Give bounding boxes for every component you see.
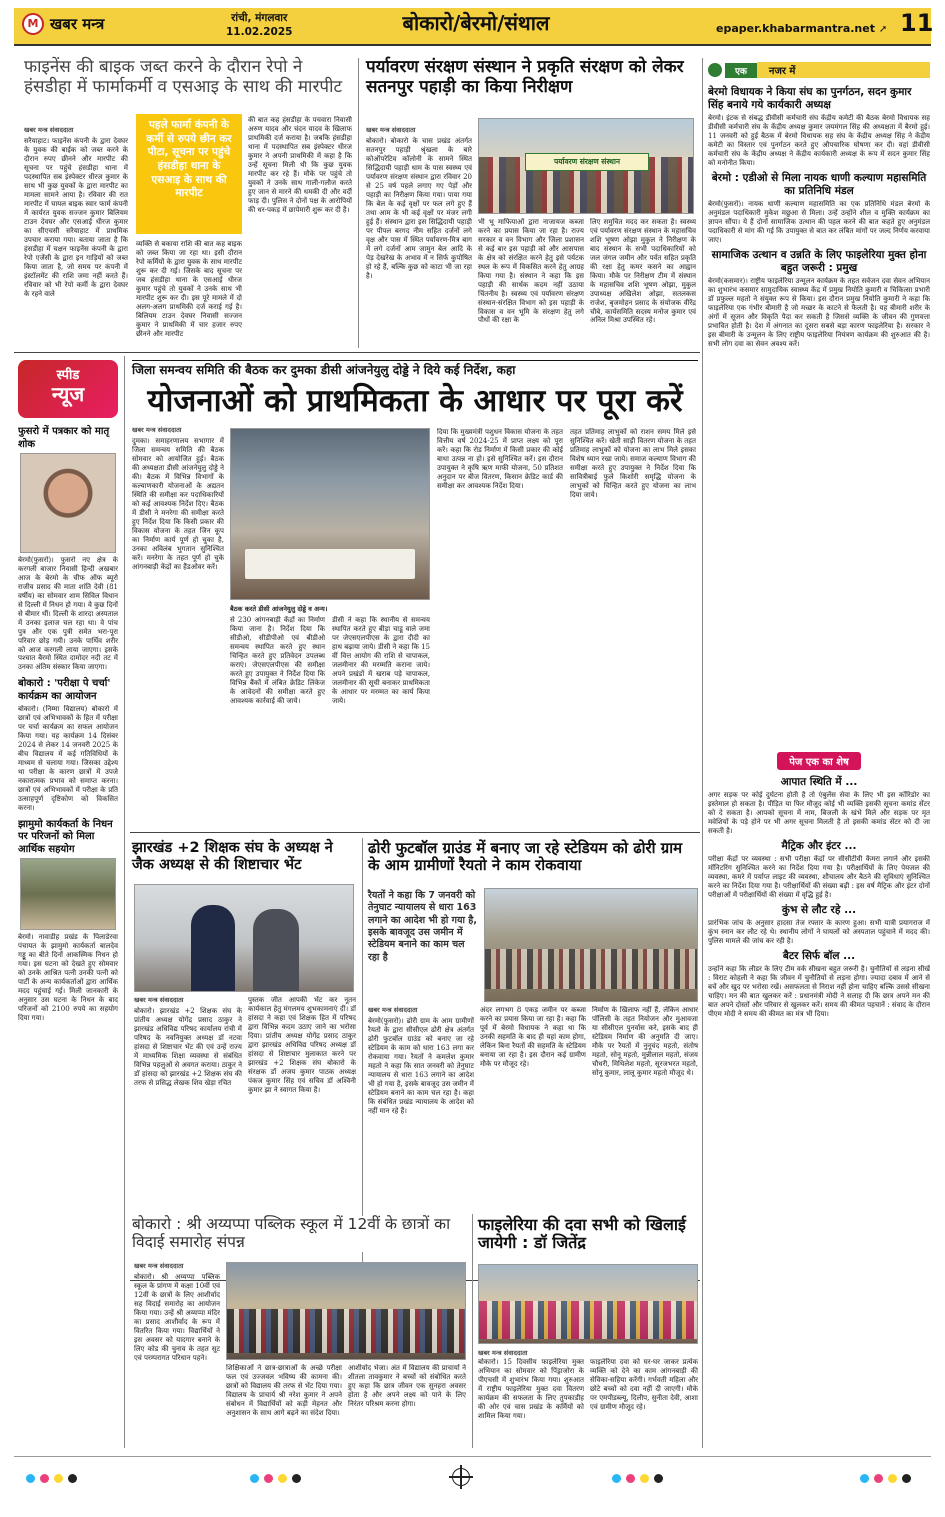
website-url[interactable]: epaper.khabarmantra.net ➚ bbox=[716, 22, 888, 35]
magenta-mark bbox=[626, 1474, 635, 1483]
story3-col2: से 230 आंगनबाड़ी केंद्रों का निर्माण किया जाना है। निर्देश दिया कि सीडीओ, सीडीपीओ एवं बीडीओ समन्वय स्थापित करते हुए स्थान चिन्हित करते हुए प्रतिवेदन उपलब्ध कराएं। जेएसएलपीएस की समीक्षा करते हुए उपायुक्त ने निर्देश दिया कि विभिन्न बैंकों में लंबित क्रेडिट लिंकेज के आवेदनों की समीक्षा करते हुए आवश्यक कार्रवाई की जाये। bbox=[230, 616, 325, 705]
cyan-mark bbox=[860, 1474, 869, 1483]
story1-headline: फाइनेंस की बाइक जब्त करने के दौरान रेपो ने हंसडीहा में फार्माकर्मी व एसआइ के साथ की मारपीट bbox=[24, 57, 343, 97]
divider bbox=[358, 58, 359, 348]
story7-headline: फाइलेरिया की दवा सभी को खिलाई जायेगी : डॉ जितेंद्र bbox=[478, 1216, 698, 1253]
sidebar-item-text: बेरमो। इंटक से संबद्ध डीवीसी कर्मचारी संघ केंद्रीय कमेटी की बैठक बेरमो विधायक सह डीवीसी कर्मचारी संघ के केंद्रीय अध्यक्ष कुमार जयमंगल सिंह की अध्यक्षता में बैरमो हुई। 11 जनवरी को हुई बैठक में बेरमो विधायक सह संघ के केंद्रीय अध्यक्ष सिंह ने केंद्रीय कमेटी का विस्तार एवं पुनर्गठन करते हुए औपचारिक घोषणा कर दी। वहां डीवीसी कर्मचारी संघ के केंद्रीय अध्यक्ष ने केंद्रीय कार्यकारी अध्यक्ष के रूप में सदन कुमार सिंह को मनोनीत किया। bbox=[708, 114, 930, 168]
sidebar-list bbox=[708, 82, 930, 740]
black-mark bbox=[654, 1474, 663, 1483]
sidebar-kicker-label: एक bbox=[725, 63, 757, 78]
speed-news-logo-top: स्पीड bbox=[56, 368, 80, 383]
story3-col3: डीसी ने कहा कि स्थानीय से समन्वय स्थापित करते हुए बीड़ा चाडू वाले जमा पर जेएसएलपीएस के द्वारा दीदी का हाथ बढ़ाया जाये। डीसी ने कहा कि 15 वीं वित्त आयोग की राशि से चापाकल, जलमीनार की मरम्मति कराना जाये। अपने प्रखंडों में खराब पड़े चापाकल, जलमीनार की सूची बनाकर प्राथमिकता के आधार पर मरम्मत का कार्य किया जाये। bbox=[332, 616, 430, 705]
divider bbox=[472, 1214, 473, 1448]
story6-col3: आशीर्वाद भेजा। अंत में विद्यालय की प्राचार्या ने शीतला तावकुमार ने बच्चों को संबोधित करते हुए कहा कि छात्र जीवन एक सुनहरा अवसर होता है और अपने लक्ष्य को पाने के लिए निरंतर परिश्रम करना होगा। bbox=[348, 1364, 466, 1408]
story7-col1: बोकारो। 15 दिवसीय फाइलेरिया मुक्त अभियान का सोमवार को पिंड्राजोरा के पीएचसी में शुभारंभ किया गया। शुरुआत में राष्ट्रीय फाइलेरिया मुक्त दवा वितरण कार्यक्रम की सफलता के लिए तुपकाडीह की ओर एवं चास प्रखंड के कर्मियों को शामिल किया गया। bbox=[478, 1358, 584, 1420]
dateline-city: रांची, मंगलवार bbox=[231, 12, 288, 24]
speed-news-text: बोकारो। (निम्मा विद्यालय) बोकारो में छात्रों एवं अभिभावकों के हित में परीक्षा पर चर्चा कार्यक्रम का सफल आयोजन किया गया। यह कार्यक्रम 14 दिसंबर 2024 से लेकर 14 जनवरी 2025 के बीच विद्यालय में कई गतिविधियों के माध्यम से चलाया गया। जिसका उद्देश्य था परीक्षा के कारण छात्रों में उपजे नकारात्मक प्रभाव को समाप्त करना। छात्रों एवं अभिभावकों में परीक्षा के प्रति उत्साहपूर्ण दृष्टिकोण को विकसित करना। bbox=[18, 705, 118, 812]
story1-byline: खबर मन्त्र संवाददाता bbox=[24, 126, 74, 134]
story2-col2: भी भू माफियाओं द्वारा नाजायज कब्जा करने का प्रयास किया जा रहा है। राज्य सरकार व वन विभाग और जिला प्रशासन से कई बार इस पहाड़ी को और आसपास के क्षेत्र को संरक्षित करने हेतु इसे पर्यटक स्थल के रूप में विकसित करने हेतु आग्रह किया गया है। संस्थान ने कहा कि इस पहाड़ी की सार्थक कदम नहीं उठाया चिंतनीय है। स्वस्थ्य एवं पर्यावरण संरक्षण संस्थान-संरक्षित विभाग को इस पहाड़ी के विकास व वन भूमि के संरक्षण हेतु लगे पौधों की रक्षा के bbox=[478, 218, 584, 325]
dateline bbox=[226, 11, 292, 39]
speed-news-photo bbox=[20, 858, 116, 930]
shesh-item-headline: आपात स्थिति में ... bbox=[780, 776, 858, 788]
page-ek-shesh-pill: पेज एक का शेष bbox=[777, 752, 861, 770]
story5-col1: बेरमो(फुसरो)। ढोरी ग्राम के आम ग्रामीणों रैयतो के द्वारा सीसीएल ढोरी क्षेत्र अंतर्गत ढोरी फुटबॉल ग्राउंड को बनाए जा रहे स्टेडियम के काम को धारा 163 लगा कर रोकवाया गया। रैयतों ने कमलेश कुमार महतो ने कहा कि सात जनवरी को तेनुघाट न्यायालय से धारा 163 लगाने का आदेश भी हो गया है, इसके बावजूद उस जमीन में स्टेडियम बनाने का काम चल रहा है। कहा कि संबंधित प्रखंड न्यायालय के आदेश को नहीं मान रहे हैं। bbox=[368, 1017, 474, 1115]
speed-news-headline: बोकारो : 'परीक्षा पे चर्चा' कार्यक्रम का आयोजन bbox=[18, 678, 111, 702]
page-ek-shesh-list bbox=[708, 772, 930, 1448]
section-title: बोकारो/बेरमो/संथाल bbox=[402, 11, 550, 35]
divider bbox=[702, 58, 703, 1448]
divider bbox=[14, 1456, 931, 1457]
story6-col2: शिक्षिकाओं ने छात्र-छात्राओं के अच्छे परीक्षा फल एवं उज्जवल भविष्य की कामना की। छात्रों को विद्यालय की तरफ से भेंट दिया गया। विद्यालय के प्राचार्य श्री नरेश कुमार ने अपने संबोधन में विद्यार्थियों को कड़ी मेहनत और अनुशासन के साथ आगे बढ़ने का संदेश दिया। bbox=[226, 1364, 342, 1417]
story2-banner: पर्यावरण संरक्षण संस्थान bbox=[525, 153, 649, 171]
story5-col2: अंदर लगभग 8 एकड़ जमीन पर कब्जा करने का प्रयास किया जा रहा है। कहा कि पूर्व में बेरमो विधायक ने कहा था कि उनकी सहमति के बाद ही यहां काम होगा, लेकिन बिना रैयतों की सहमति के स्टेडियम बनाया जा रहा है। इस दौरान कई ग्रामीण मौके पर मौजूद रहे। bbox=[480, 1006, 586, 1068]
yellow-mark bbox=[640, 1474, 649, 1483]
story3-byline: खबर मन्त्र संवाददाता bbox=[132, 426, 182, 434]
shesh-item bbox=[708, 840, 930, 900]
story1-col2: व्यक्ति से बकाया राशि की बात कह बाइक को जब्त किया जा रहा था। इसी दौरान रेपो कर्मियों के द्वारा युवक के साथ मारपीट शुरू कर दी गई। जिसके बाद सूचना पर जब हंसडीहा थाना के एसआई धीरज कुमार पहुंचे तो युवकों ने उनके साथ भी मारपीट शुरू कर दी। इस पूरे मामले में दो अलग-अलग प्राथमिकी दर्ज कराई गई है। बिलियम टाउन देवघर निवासी सज्जन कुमार ने प्राथमिकी में चार हजार रुपए छीनने और मारपीट bbox=[136, 240, 242, 338]
sidebar-item-headline: बेरमो विधायक ने किया संघ का पुनर्गठन, सदन कुमार सिंह बनाये गये कार्यकारी अध्यक्ष bbox=[708, 86, 912, 112]
divider bbox=[14, 352, 700, 353]
story3-col1-wrap bbox=[132, 426, 224, 826]
person-left bbox=[191, 905, 235, 992]
story3-photo bbox=[230, 428, 430, 600]
story6-byline: खबर मन्त्र संवाददाता bbox=[134, 1262, 184, 1270]
magenta-mark bbox=[874, 1474, 883, 1483]
story2-col3: लिए समुचित मदद कर सकता है। स्वस्थ्य एवं पर्यावरण संरक्षण संस्थान के महासचिव शशि भूषण ओझा मुकुल ने निरीक्षण के बाद संस्थान के सभी पदाधिकारियों को जल जंगल जमीन और पर्वत सहित प्रकृति की रक्षा हेतु कमर कसने का आह्वान किया। मौके पर निरीक्षण टीम में संस्थान के महासचिव शशि भूषण ओझा, मुकुल उपाध्यक्ष अखिलेश ओझा, सतलकस राजेश, बृजमोहन प्रसाद के संयोजक वीरेंद्र चौबे, कार्यसमिति सदस्य मनोज कुमार एवं अनिल मिश्रा उपस्थित रहे। bbox=[590, 218, 696, 325]
yellow-mark bbox=[278, 1474, 287, 1483]
sidebar-kicker bbox=[708, 62, 930, 78]
story3-col1: दुमका। समाहरणालय सभागार में जिला समन्वय समिति की बैठक सोमवार को आयोजित हुई। बैठक की अध्यक्षता डीसी आंजनेयुलु दोड्डे ने की। बैठक में विभिन्न विभागों के कल्याणकारी योजनाओं के अद्यतन स्थिति की समीक्षा कर पदाधिकारियों को कई आवश्यक निर्देश दिए। बैठक में डीसी ने मनरेगा की समीक्षा करते हुए निर्देश दिया कि किसी प्रकार की विकास योजना के तहत जिन कूप का निर्माण कार्य पूर्ण हो चुका है, उनका अविलंब भुगतान सुनिश्चित करें। मनरेगा के तहत पूर्ण हो चुके आंगनबाड़ी केंद्रों का हैंडओवर करें। bbox=[132, 437, 224, 571]
magenta-mark bbox=[264, 1474, 273, 1483]
story2-photo bbox=[478, 118, 694, 214]
story5-byline: खबर मन्त्र संवाददाता bbox=[368, 1006, 418, 1014]
story2-headline: पर्यावरण संरक्षण संस्थान ने प्रकृति संरक्षण को लेकर सतनपुर पहाड़ी का किया निरीक्षण bbox=[366, 57, 684, 97]
story1-col1: सरैयाहाट। फाइनेंस कंपनी के द्वारा देवघर के युवक की बाईक को जब्त करने के दौरान रुपए छीनने और मारपीट की सूचना पर पहुंचे हंसडीहा थाना में पदस्थापित सब इंस्पेक्टर धीरज कुमार के साथ भी कुछ युवकों के द्वारा मारपीट का मामला सामने आया है। रविवार की रात मारपीट में घायल बाइक स्वार फार्म कंपनी में कार्यरत युवक सज्जन कुमार बिलियम टाउन देवघर और एसआई धीरज कुमार का सीएचसी सरैयाहाट में प्राथमिक उपचार कराया गया। बताया जाता है कि हंसडीहा में चक्षन फाइनेंस कंपनी के द्वारा रेपो एजेंसी के द्वारा इन गाड़ियों को जब्त किया जाता है, जो समय पर कंपनी में इंस्टॉलमेंट की राशि जमा नहीं करते हैं। रविवार को भी रेपो कर्मी के द्वारा देवघर के रहने वाले bbox=[24, 137, 128, 298]
color-marks-left bbox=[26, 1474, 77, 1483]
sidebar-item-text: बेरमो(फुसरो)। नायक धाणी कल्याण महासमिति का एक प्रतिनिधि मंडल बेरमो के अनुमंडल पदाधिकारी मुकेश मछुआ से मिला। उन्हें उन्होंने शील व मुक्ति कार्यक्रम का ज्ञापन सौंपा। ये हैं दोनों सामाजिक उत्थान की पहल करने की बात कहते हुए अनुमंडल पदाधिकारी से मांग की गई कि उपायुक्त से बात कर लंबित मांगों पर जल्द निर्णय करवाया जाए। bbox=[708, 200, 930, 245]
story5-headline: ढोरी फुटबॉल ग्राउंड में बनाए जा रहे स्टेडियम को ढोरी ग्राम के आम ग्रामीणों रैयतो ने काम रोकवाया bbox=[368, 839, 683, 875]
divider bbox=[124, 356, 125, 1448]
speed-news-headline: झामुमो कार्यकर्ता के निधन पर परिजनों को मिला आर्थिक सहयोग bbox=[18, 818, 113, 855]
page-ek-shesh-label bbox=[708, 750, 930, 770]
shesh-item bbox=[708, 776, 930, 836]
shesh-item-text: प्रारंभिक जांच के अनुसार हादसा तेज रफ्तार के कारण हुआ। सभी यात्री प्रयागराज में कुंभ स्नान कर लौट रहे थे। स्थानीय लोगों ने घायलों को अस्पताल पहुंचाने में मदद की। पुलिस मामले की जांच कर रही है। bbox=[708, 918, 930, 945]
story2-col1: बोकारो। बोकारो के चास प्रखंड अंतर्गत सतनपुर पहाड़ी श्रृंखला के बारे कोऑपरेटिव कॉलोनी के सामने स्थित सिद्धिदायी पहाड़ी धाम के पास स्वस्थ्य एवं पर्यावरण संरक्षण संस्थान द्वारा रविवार 20 से 25 वर्ष पहले लगाए गए पेड़ों और पहाड़ी का निरीक्षण किया गया। पाया गया कि बेल के कई वृक्षों पर फल लगे हुए हैं तथा आम के भी कई वृक्षों पर मंजर लगी हुई हैं। संस्थान द्वारा इस सिद्धिदायी पहाड़ी पर पीपल बरगद नीम सहित दर्जनों लगे वृक्ष और पास में स्थित पर्यावरण-मित्र बाग में लगे दर्जनों आम जामुन बेल आदि के पेड़ देखरेख के अभाव में न सिर्फ कुपोषित हो रहे हैं, बल्कि कुछ को काटा भी जा रहा है। bbox=[366, 137, 472, 280]
story4-col1: बोकारो। झारखंड +2 शिक्षक संघ के प्रांतीय अध्यक्ष योगेंद्र प्रसाद ठाकुर ने झारखंड अधिविद्य परिषद कार्यालय रांची में परिषद के नवनियुक्त अध्यक्ष डॉ नटवा हांसदा से शिष्टाचार भेंट की एवं उन्हें राज्य में माध्यमिक शिक्षा व्यवस्था से संबंधित विभिन्न पहलुओं से अवगत कराया। ठाकुर ने डॉ हांसदा को झारखंड +2 शिक्षक संघ की तरफ से प्रसिद्ध लेखक शिव खेड़ा रचित bbox=[134, 1007, 242, 1087]
story2-col1-wrap bbox=[366, 126, 472, 348]
brand-logo bbox=[22, 13, 104, 35]
sidebar-kicker-title: नजर में bbox=[757, 62, 930, 78]
story6-headline: बोकारो : श्री अय्यप्पा पब्लिक स्कूल में 12वीं के छात्रों का विदाई समारोह संपन्न bbox=[132, 1216, 468, 1252]
story7-photo bbox=[478, 1264, 698, 1344]
story3-headline: योजनाओं को प्राथमिकता के आधार पर पूरा करें bbox=[147, 383, 683, 419]
story3-col5: तहत प्रतिमाह लाभुकों को राशन समय मिले इसे सुनिश्चित करें। खेती साड़ी वितरण योजना के तहत प्रतिमाह लाभुकों को योजना का लाभ मिले इसका विशेष ध्यान रखा जाये। समाज कल्याण विभाग की समीक्षा करते हुए उपायुक्त ने निर्देश दिया कि सावित्रीबाई फुले किशोरी समृद्धि योजना के लाभुकों को चिन्हित करते हुए योजना का लाभ दिया जाये। bbox=[570, 428, 696, 499]
story5-photo bbox=[484, 888, 698, 1002]
story3-kicker: जिला समन्वय समिति की बैठक कर दुमका डीसी आंजनेयुलु दोड्डे ने दिये कई निर्देश, कहा bbox=[132, 360, 698, 378]
dateline-date: 11.02.2025 bbox=[226, 26, 293, 39]
yellow-mark bbox=[888, 1474, 897, 1483]
crowd bbox=[485, 949, 697, 989]
divider bbox=[130, 832, 700, 833]
page-number: 11 bbox=[900, 9, 934, 37]
cyan-mark bbox=[612, 1474, 621, 1483]
black-mark bbox=[902, 1474, 911, 1483]
story1-col1-wrap bbox=[24, 126, 128, 348]
story2-byline: खबर मन्त्र संवाददाता bbox=[366, 126, 416, 134]
story1-pullquote: पहले फार्मा कंपनी के कर्मी से रुपये छीन कर पीटा, सूचना पर पहुंचे हंसडीहा थाना के एसआइ के साथ की मारपीट bbox=[136, 114, 242, 234]
meeting-table bbox=[245, 549, 415, 579]
brand-name: खबर मन्त्र bbox=[50, 15, 105, 33]
sidebar-item-text: बेरमो(कसमार)। राष्ट्रीय फाइलेरिया उन्मूलन कार्यक्रम के तहत सर्वजन दवा सेवन अभियान का शुभारंभ कसमार सामुदायिक स्वास्थ्य केंद्र में प्रमुख नियोति कुमारी व चिकित्सा प्रभारी डॉ प्रफुल्ल महतो ने संयुक्त रूप से किया। इस दौरान प्रमुख नियोति कुमारी ने कहा कि फाइलेरिया एक गंभीर बीमारी है जो मच्छर के काटने से फैलती है। यह बीमारी शरीर के अंगों में सूजन और विकृति पैदा कर सकती है जिससे व्यक्ति के जीवन की गुणवत्ता प्रभावित होती है। देश में अंगनात का दूसरा सबसे बड़ा कारण फाइलेरिया है। सरकार ने इस बीमारी के उन्मूलन के लिए राष्ट्रीय फाइलेरिया नियंत्रण कार्यक्रम की शुरुआत की है। सभी लोग दवा का सेवन अवश्य करें। bbox=[708, 277, 930, 348]
cyan-mark bbox=[250, 1474, 259, 1483]
story7-col2: फाइलेरिया दवा को घर-घर जाकर प्रत्येक व्यक्ति को देने का काम आंगनबाड़ी की सेविका-सहिया करेंगी। गर्भवती महिला और छोटे बच्चों को दवा नहीं दी जाएगी। मौके पर एमपीडब्ल्यू, दिलीप, सुनीता देवी, आशा एवं ग्रामीण मौजूद रहे। bbox=[590, 1358, 698, 1411]
story7-byline: खबर मन्त्र संवाददाता bbox=[478, 1349, 528, 1357]
story3-col4: दिया कि मुख्यमंत्री पशुधन विकास योजना के तहत वित्तीय वर्ष 2024-25 में प्राप्त लक्ष्य को पूरा करें। कहा कि रोड निर्माण में किसी प्रकार की कोई बाधा उत्पन्न ना हो। इसे सुनिश्चित करें। इस दौरान उपायुक्त ने कृषि ऋण माफी योजना, 50 प्रतिशत अनुदान पर बीज वितरण, किसान क्रेडिट कार्ड की समीक्षा कर आवश्यक निर्देश दिया। bbox=[437, 428, 563, 490]
magenta-mark bbox=[40, 1474, 49, 1483]
students-row bbox=[227, 1309, 465, 1353]
person-right bbox=[253, 909, 299, 992]
story5-pullquote: रैयतों ने कहा कि 7 जनवरी को तेनुघाट न्यायालय से धारा 163 लगाने का आदेश भी हो गया है, इसके बावजूद उस जमीन में स्टेडियम बनाने का काम चल रहा है bbox=[368, 890, 477, 963]
color-marks-mid-right bbox=[612, 1474, 663, 1483]
speed-news-logo bbox=[18, 360, 118, 418]
speed-news-headline: फुसरो में पत्रकार को मातृ शोक bbox=[18, 426, 110, 450]
sidebar-item bbox=[708, 86, 930, 168]
speed-news-portrait bbox=[20, 453, 116, 553]
shesh-item-headline: बैटर सिर्फ बॉल ... bbox=[782, 949, 856, 962]
speed-news-text: बेरमो(फुसरो)। फुसरो नए क्षेत्र के करगली बाजार निवासी हिन्दी अखबार आज के बेरमो के चीफ ऑफ ब्यूरो राजीव प्रसाद की माता शांति देवी (81 वर्षीय) का सोमवार शाम सिविल विधान से दिल्ली में निधन हो गया। वे कुछ दिनों से बीमार थीं। दिल्ली के शारदा अस्पताल में उनका इलाज चल रहा था। वे पांच पुत्र और एक पुत्री समेत भरा-पूरा परिवार छोड़ गयी। उनके पार्थिव शरीर को आज करगली लाया जाएगा। इसके पश्चात बैरमो स्थित दामोदर नदी तट में उनका अंतिम संस्कार किया जाएगा। bbox=[18, 556, 118, 672]
story6-col1-wrap bbox=[134, 1262, 220, 1448]
shesh-item bbox=[708, 950, 930, 1019]
color-marks-mid-left bbox=[250, 1474, 301, 1483]
sidebar-item-headline: बेरमो : एडीओ से मिला नायक धाणी कल्याण महासमिति का प्रतिनिधि मंडल bbox=[711, 171, 927, 198]
black-mark bbox=[68, 1474, 77, 1483]
shesh-item-text: परीक्षा केंद्रों पर व्यवस्था : सभी परीक्षा केंद्रों पर सीसीटीवी कैमरा लगाने और इसकी मॉनिटरिंग सुनिश्चित करने का निर्देश दिया गया है। परीक्षार्थियों के लिए पेयजल की व्यवस्था, कमरे में पर्याप्त लाइट की व्यवस्था, शौचालय और बैठने की सुविधाएं सुनिश्चित करने का निर्देश दिया गया है। परीक्षार्थियों की संख्या बढ़ी : इस वर्ष मैट्रिक और इंटर दोनों परीक्षाओं में परीक्षार्थियों की संख्या में वृद्धि हुई है। bbox=[708, 855, 930, 899]
divider bbox=[362, 838, 363, 1274]
speed-news-text: बेरमो। नावाडीह प्रखंड के पिलाडेरवा पंचायत के झामुमो कार्यकर्ता बालदेव गड्डू का बीते दिनों आकस्मिक निधन हो गया। इस घटना को देखते हुए सोमवार को उनके आश्रित पत्नी उनकी पत्नी को पार्टी के अन्य कार्यकर्ताओं द्वारा आर्थिक मदद पहुंचाई गई। मिली जानकारी के अनुसार उस घटना के निधन के बाद परिजनों को 2100 रुपये का सहयोग दिया गया। bbox=[18, 933, 118, 1022]
story3-photo-caption: बैठक करते डीसी आंजनेयुलु दोड्डे व अन्य। bbox=[230, 605, 328, 613]
speed-news-logo-bottom: न्यूज bbox=[51, 382, 85, 406]
story1-col3: की बात कह हंसडीहा के पचवारा निवासी अरुण यादव और चंदन यादव के खिलाफ प्राथमिकी दर्ज कराया है। जबकि हंसडीहा थाना में पदस्थापित सब इंस्पेक्टर धीरज कुमार ने अपनी प्राथमिकी में कहा है कि उन्हें सूचना मिली थी कि कुछ युवक मारपीट कर रहे हैं। मौके पर पहुंचे तो युवकों ने उनके साथ गाली-गलौज करते हुए जान से मारने की धमकी दी और वर्दी फाड़ दी। पुलिस ने दोनों पक्ष के आरोपियों की धर-पकड़ में छापेमारी शुरू कर दी है। bbox=[248, 116, 352, 214]
sidebar-item bbox=[708, 249, 930, 349]
story4-byline: खबर मन्त्र संवाददाता bbox=[134, 996, 184, 1004]
color-marks-right bbox=[860, 1474, 911, 1483]
shesh-item-text: अगर सड़क पर कोई दुर्घटना होती है तो एंबुलेंस सेवा के लिए भी इस कॉरिडोर का इस्तेमाल हो सकता है। पीड़ित या फिर मौजूद कोई भी व्यक्ति इसकी सूचना कमांड सेंटर को दे सकता है। आपको सूचना में नाम, बिजली के खंभे मिले और सड़क पर मृत मवेशियों के पड़े होने पर भी अगर सूचना मिलती है तो इसकी कमांड सेंटर को दी जा सकती है। bbox=[708, 791, 930, 835]
cursor-icon: ➚ bbox=[878, 24, 888, 35]
sidebar-kicker-icon bbox=[708, 63, 722, 77]
shesh-item bbox=[708, 904, 930, 946]
shesh-item-headline: मैट्रिक और इंटर ... bbox=[781, 839, 857, 852]
story4-col2: पुस्तक जीत आपकी भेंट कर नूतन कार्यकाल हेतु मंगलमय शुभकामनाएं दीं। डॉ हांसदा ने कहा एवं शिक्षक हित में परिषद द्वारा विभिन्न कदम उठाए जाने का भरोसा दिया। प्रांतीय अध्यक्ष योगेंद्र प्रसाद ठाकुर द्वारा झारखंड अधिविद्य परिषद अध्यक्ष डॉ हांसदा से शिष्टाचार मुलाकात करने पर झारखंड +2 शिक्षक संघ बोकारो के संरक्षक डॉ अजय कुमार पाठक अध्यक्ष पंकज कुमार सिंह एवं सचिव डॉ अश्विनी कुमार झा ने स्वागत किया है। bbox=[248, 996, 356, 1094]
shesh-item-text: उन्होंने कहा कि लीडर के लिए टीम वर्क सीखना बहुत जरूरी है। चुनौतियों से लड़ना सीखें : विराट कोहली ने कहा कि जीवन में चुनौतियों से लड़ना होगा। ज्यादा दबाव में आने से बचें और खुद पर भरोसा रखें। असफलता से निराश नहीं होना चाहिए बल्कि उससे सीखना चाहिए। मन की बात खुलकर करें : प्रधानमंत्री मोदी ने सलाह दी कि छात्र अपने मन की बात अपने दोस्तों और परिवार से खुलकर करें। समय की कीमत पहचानें : संवाद के दौरान पीएम मोदी ने समय की कीमत का मंत्र भी दिया। bbox=[708, 964, 930, 1018]
health-workers bbox=[479, 1301, 697, 1339]
sidebar-item-headline: सामाजिक उत्थान व उन्नति के लिए फाइलेरिया मुक्त होना बहुत जरूरी : प्रमुख bbox=[711, 248, 927, 275]
yellow-mark bbox=[54, 1474, 63, 1483]
cyan-mark bbox=[26, 1474, 35, 1483]
story5-col3: निर्माण के खिलाफ नहीं हैं, लेकिन आधार पॉलिसी के तहत नियोजन और मुआवजा या सीसीएल पुनर्वास करे, इसके बाद ही स्टेडियम निर्माण की अनुमति दी जाए। मौके पर रैयतों में नुनूचंद महतो, संतोष महतो, सोनू महतो, मुन्नीलाल महतो, संजय चौधरी, मिथिलेश महतो, सूरजभरत महतो, सोनू कुमार, लालू कुमार महतो मौजूद थे। bbox=[592, 1006, 698, 1077]
black-mark bbox=[292, 1474, 301, 1483]
registration-crosshair-icon bbox=[452, 1468, 470, 1486]
story4-photo bbox=[134, 884, 354, 992]
story6-col1: बोकारो। श्री अय्यप्पा पब्लिक स्कूल के प्रांगण में कक्षा 10वीं एवं 12वीं के छात्रों के लिए आशीर्वाद सह विदाई समारोह का आयोजन किया गया। उन्हें श्री अय्यप्पा मंदिर का प्रसाद आशीर्वाद के रूप में वितरित किया गया। विद्यार्थियों ने इस अवसर को यादगार बनाने के लिए कोड की चुनाव के तहत सूट एवं परम्परागत परिधान पहने। bbox=[134, 1273, 220, 1362]
story4-headline: झारखंड +2 शिक्षक संघ के अध्यक्ष ने जैक अध्यक्ष से की शिष्टाचार भेंट bbox=[132, 840, 333, 873]
story6-photo bbox=[226, 1262, 466, 1360]
sidebar-item bbox=[708, 172, 930, 245]
shesh-item-headline: कुंभ से लौट रहे ... bbox=[781, 903, 857, 916]
speed-news-list bbox=[18, 422, 118, 1448]
logo-icon: M bbox=[22, 13, 44, 35]
